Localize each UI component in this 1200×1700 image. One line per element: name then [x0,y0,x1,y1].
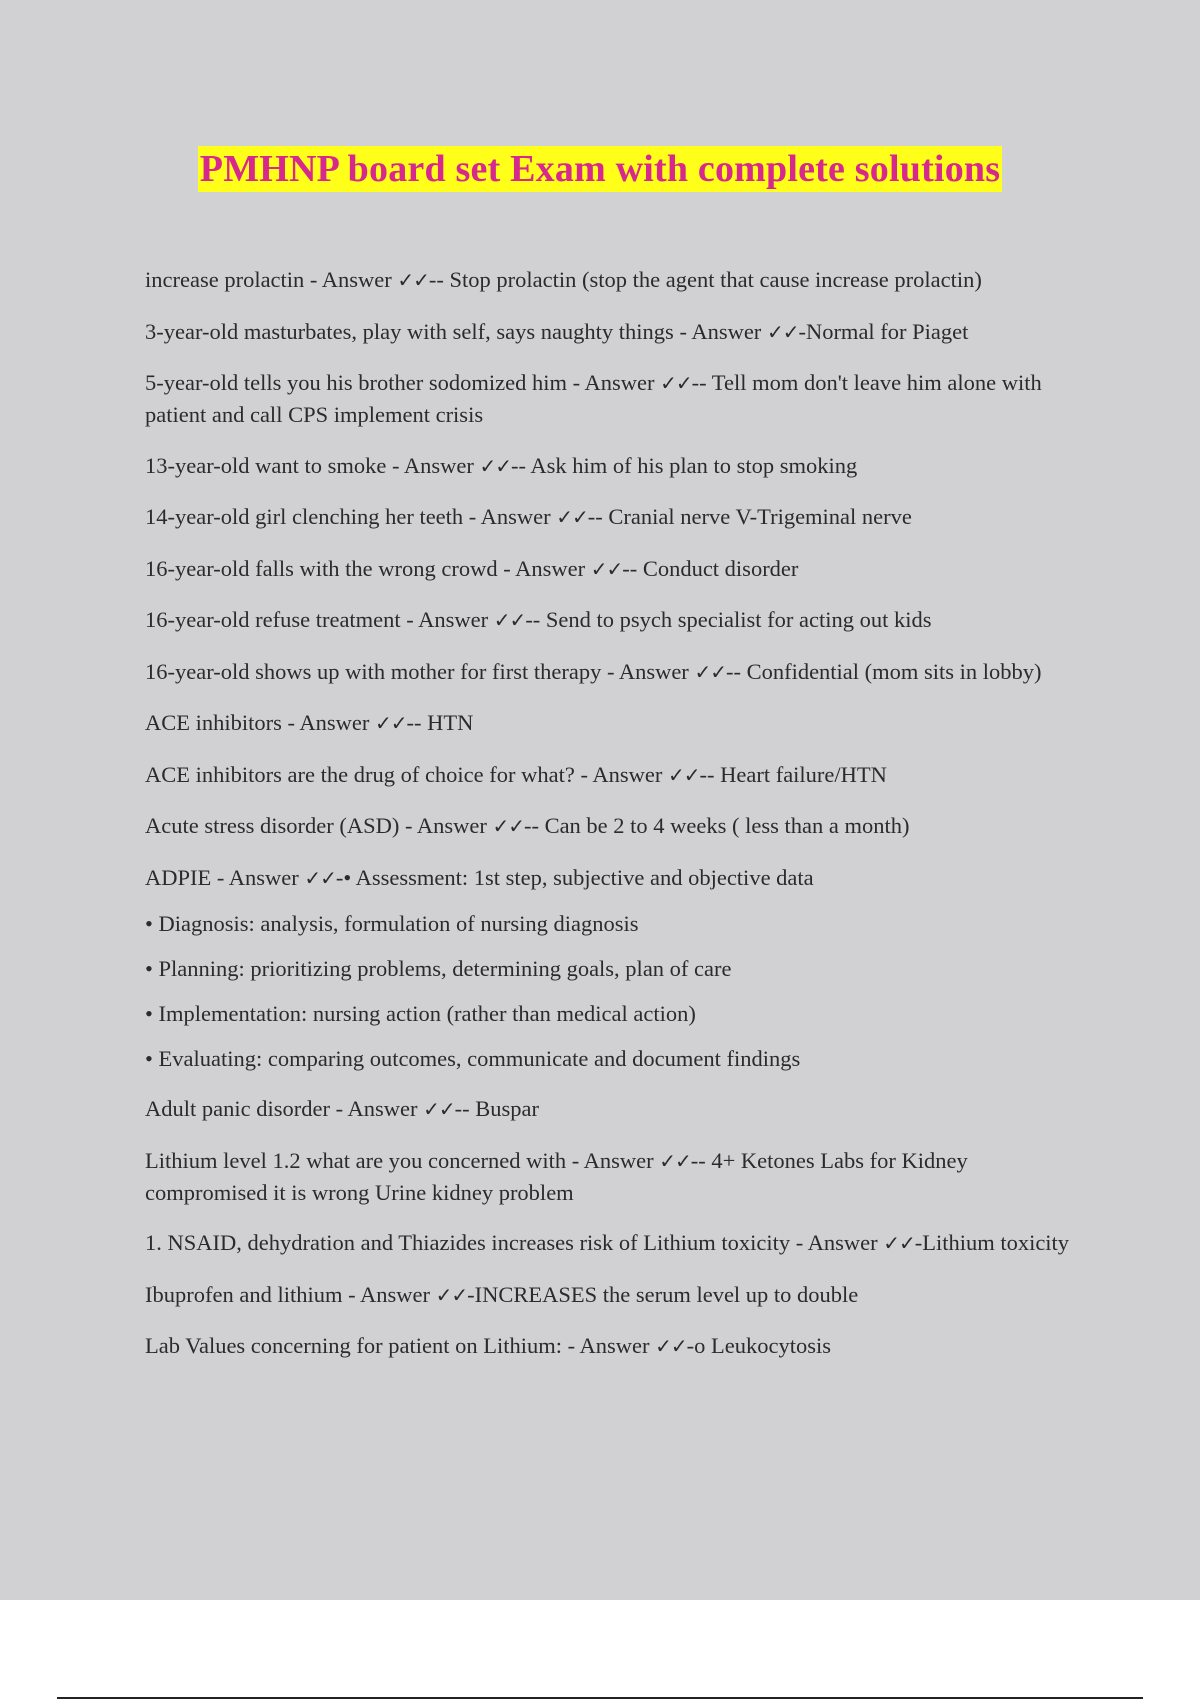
qa-entry [145,450,1085,482]
answer-text: -- 4+ Ketones Labs for Kidney compromised it is wrong Urine kidney problem [145,1147,968,1205]
answer-text: -o Leukocytosis [686,1333,831,1358]
qa-entry [145,501,1085,533]
checkmark-icon: ✓✓ [479,453,511,478]
question-text: 16-year-old refuse treatment - Answer [145,607,494,632]
qa-entry [145,656,1085,688]
qa-entry [145,553,1085,585]
qa-entry [145,367,1085,430]
document-title: PMHNP board set Exam with complete solutions [199,148,1001,190]
answer-text: -- Conduct disorder [622,555,799,581]
question-text: 5-year-old tells you his brother sodomized him - Answer [145,370,661,395]
answer-text: -- Heart failure/HTN [699,761,887,787]
checkmark-icon: ✓✓ [694,659,726,684]
qa-entry [145,316,1085,348]
qa-entry [145,707,1085,739]
answer-text: -• Assessment: 1st step, subjective and objective data [335,864,814,890]
checkmark-icon: ✓✓ [492,814,524,838]
question-text: Acute stress disorder (ASD) - Answer [145,813,493,838]
question-text: 16-year-old shows up with mother for first therapy - Answer [145,658,695,684]
checkmark-icon: ✓✓ [659,1148,691,1173]
answer-text: -- Ask him of his plan to stop smoking [510,452,858,478]
answer-text: -- HTN [406,710,474,735]
qa-entry [145,264,1085,296]
answer-text: -INCREASES the serum level up to double [467,1281,859,1307]
question-text: 1. NSAID, dehydration and Thiazides increases risk of Lithium toxicity - Answer [145,1230,884,1255]
checkmark-icon: ✓✓ [423,1097,455,1121]
document-body [145,264,1085,1382]
checkmark-icon: ✓✓ [655,1334,687,1358]
checkmark-icon: ✓✓ [375,711,407,735]
checkmark-icon: ✓✓ [766,319,799,344]
question-text: Lithium level 1.2 what are you concerned with - Answer [145,1147,660,1173]
qa-entry [145,1279,1085,1311]
question-text: ACE inhibitors - Answer [145,710,375,735]
question-text: Lab Values concerning for patient on Lithium: - Answer [145,1333,656,1358]
bullet-item: • Diagnosis: analysis, formulation of nursing diagnosis [145,910,639,936]
answer-text: -- Send to psych specialist for acting out kids [525,607,932,632]
checkmark-icon: ✓✓ [556,505,588,529]
qa-entry [145,810,1085,842]
question-text: 14-year-old girl clenching her teeth - Answer [145,504,557,529]
qa-entry [145,1093,1085,1125]
question-text: 3-year-old masturbates, play with self, says naughty things - Answer [145,318,767,344]
qa-entry [145,862,1085,894]
question-text: ADPIE - Answer [145,864,305,890]
question-text: Adult panic disorder - Answer [145,1096,424,1121]
answer-text: -- Confidential (mom sits in lobby) [725,658,1042,684]
qa-entry [145,1330,1085,1362]
checkmark-icon: ✓✓ [435,1282,468,1307]
title-wrapper [0,146,1200,192]
checkmark-icon: ✓✓ [667,762,700,787]
checkmark-icon: ✓✓ [304,865,336,890]
answer-text: -- Stop prolactin (stop the agent that cause increase prolactin) [428,267,982,292]
checkmark-icon: ✓✓ [660,371,692,395]
answer-text: -- Tell mom don't leave him alone with patient and call CPS implement crisis [145,370,1042,427]
answer-text: -Normal for Piaget [798,318,969,344]
checkmark-icon: ✓✓ [493,608,526,632]
checkmark-icon: ✓✓ [397,268,429,292]
question-text: ACE inhibitors are the drug of choice for what? - Answer [145,761,668,787]
footer-divider [57,1697,1143,1699]
qa-entry [145,759,1085,791]
answer-text: -- Buspar [454,1096,539,1121]
answer-text: -- Cranial nerve V-Trigeminal nerve [587,504,912,529]
question-text: 13-year-old want to smoke - Answer [145,452,480,478]
qa-entry [145,1227,1085,1259]
qa-entry [145,1145,1085,1208]
question-text: increase prolactin - Answer [145,267,398,292]
answer-text: -- Can be 2 to 4 weeks ( less than a month) [523,813,910,838]
question-text: 16-year-old falls with the wrong crowd - Answer [145,555,591,581]
bullet-item: • Evaluating: comparing outcomes, communicate and document findings [145,1045,801,1071]
bullet-item: • Planning: prioritizing problems, determining goals, plan of care [145,955,732,981]
question-text: Ibuprofen and lithium - Answer [145,1281,436,1307]
answer-text: -Lithium toxicity [914,1230,1070,1255]
checkmark-icon: ✓✓ [590,556,623,581]
bullet-item: • Implementation: nursing action (rather than medical action) [145,1000,696,1026]
checkmark-icon: ✓✓ [883,1231,915,1255]
qa-entry [145,604,1085,636]
